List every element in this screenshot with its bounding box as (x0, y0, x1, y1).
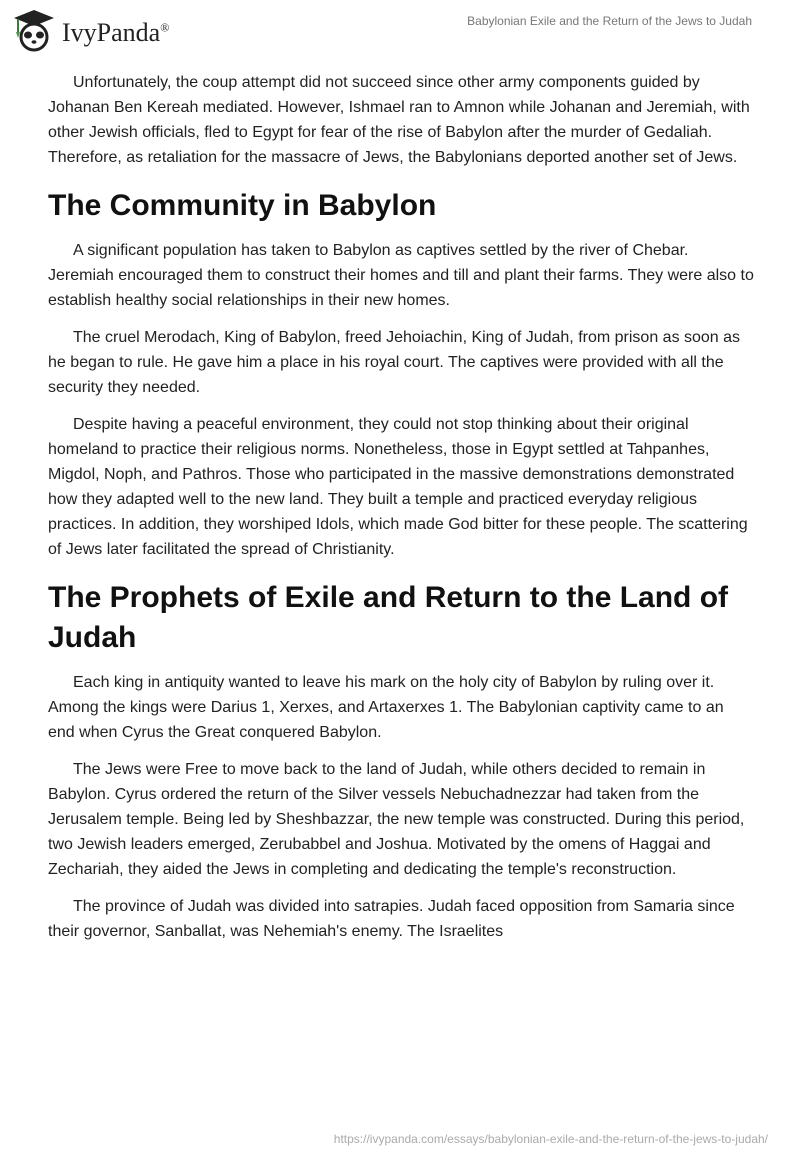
article-body (48, 70, 754, 956)
footer-url[interactable]: https://ivypanda.com/essays/babylonian-exile-and-the-return-of-the-jews-to-judah/ (333, 1132, 768, 1146)
section-heading: The Community in Babylon (48, 189, 437, 222)
paragraph: A significant population has taken to Babylon as captives settled by the river of Chebar. Jeremiah encouraged them to construct their homes and till and plant their farms. They were also to establish healthy social relationships in their new homes. (48, 242, 754, 309)
section-heading: The Prophets of Exile and Return to the Land of Judah (48, 581, 729, 654)
header (0, 0, 800, 60)
logo-text: IvyPanda® (62, 18, 170, 47)
document-title: Babylonian Exile and the Return of the Jews to Judah (467, 14, 752, 28)
paragraph: The cruel Merodach, King of Babylon, freed Jehoiachin, King of Judah, from prison as soon as he began to rule. He gave him a place in his royal court. The captives were provided with all the security they needed. (48, 329, 741, 396)
paragraph: The province of Judah was divided into satrapies. Judah faced opposition from Samaria since their governor, Sanballat, was Nehemiah's enemy. The Israelites (48, 898, 735, 940)
paragraph: Unfortunately, the coup attempt did not succeed since other army components guided by Johanan Ben Kereah mediated. However, Ishmael ran to Amnon while Johanan and Jeremiah, with other Jewish officials, fled to Egypt for fear of the rise of Babylon after the murder of Gedaliah. Therefore, as retaliation for the massacre of Jews, the Babylonians deported another set of Jews. (48, 74, 750, 166)
logo[interactable] (12, 8, 169, 52)
paragraph: Each king in antiquity wanted to leave his mark on the holy city of Babylon by ruling over it. Among the kings were Darius 1, Xerxes, and Artaxerxes 1. The Babylonian captivity came to an end when Cyrus the Great conquered Babylon. (48, 674, 724, 741)
paragraph: Despite having a peaceful environment, they could not stop thinking about their original homeland to practice their religious norms. Nonetheless, those in Egypt settled at Tahpanhes, Migdol, Noph, and Pathros. Those who participated in the massive demonstrations demonstrated how they adapted well to the new land. They built a temple and practiced everyday religious practices. In addition, they worshiped Idols, which made God bitter for these people. The scattering of Jews later facilitated the spread of Christianity. (48, 416, 748, 558)
paragraph: The Jews were Free to move back to the land of Judah, while others decided to remain in Babylon. Cyrus ordered the return of the Silver vessels Nebuchadnezzar had taken from the Jerusalem temple. Being led by Sheshbazzar, the new temple was constructed. During this period, two Jewish leaders emerged, Zerubabbel and Joshua. Motivated by the omens of Haggai and Zechariah, they aided the Jews in completing and dedicating the temple's reconstruction. (48, 761, 745, 878)
panda-graduate-icon (12, 8, 56, 52)
